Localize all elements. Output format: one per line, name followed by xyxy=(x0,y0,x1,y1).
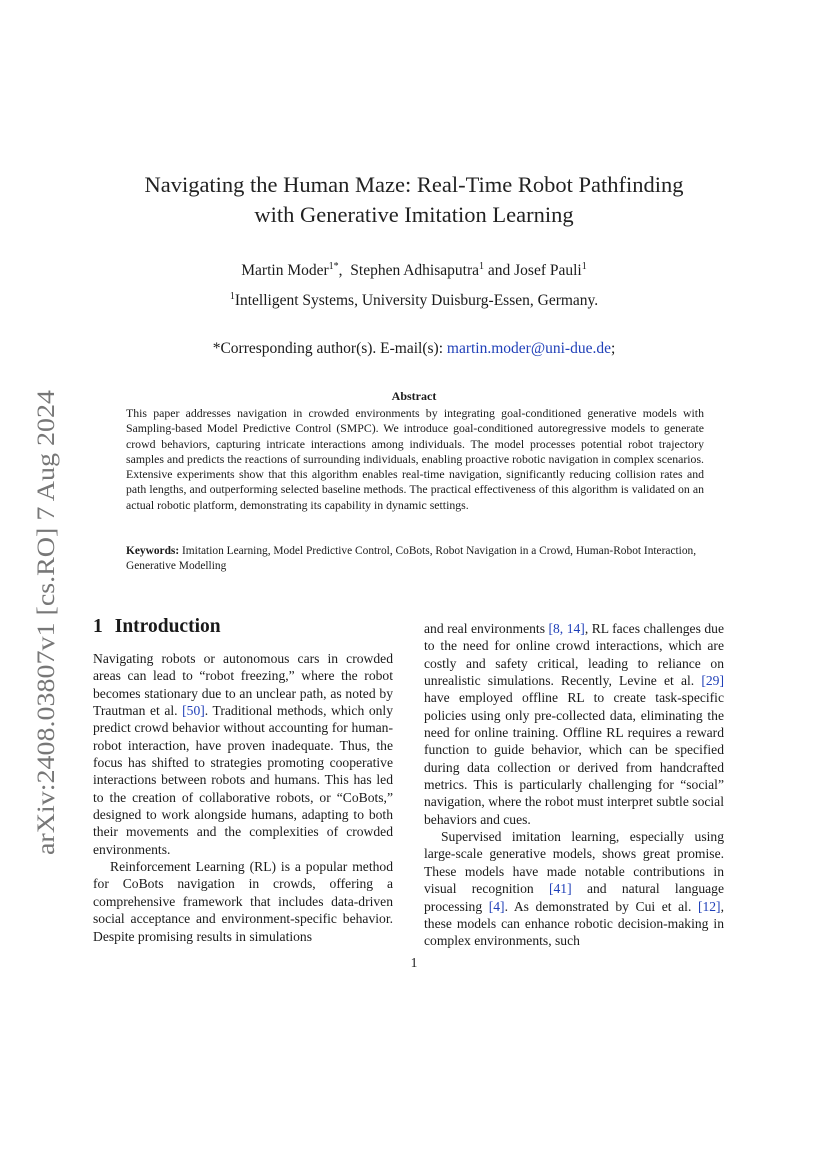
citation-link[interactable]: [29] xyxy=(701,673,724,689)
citation-link[interactable]: [41] xyxy=(548,881,572,897)
affiliation xyxy=(80,286,748,312)
section-number: 1 xyxy=(93,616,103,637)
affiliation-mark: 1* xyxy=(328,261,339,272)
text-run: . As demonstrated by Cui et al. xyxy=(504,898,698,914)
arxiv-id-text: arXiv:2408.03807v1 [cs.RO] 7 Aug 2024 xyxy=(33,439,60,855)
paper-title xyxy=(80,170,748,230)
text-run: , these models can enhance robotic decision-making in complex environments, such xyxy=(424,898,724,949)
text-run: and real environments xyxy=(424,621,549,636)
paragraph: Reinforcement Learning (RL) is a popular method for CoBots navigation in crowds, offering a comprehensive framework that includes data-driven social acceptance and environment-specific behavior. Despite promising results in simulations xyxy=(93,859,393,944)
correspondence-prefix: *Corresponding author(s). E-mail(s): xyxy=(212,340,447,357)
correspondence-line xyxy=(80,338,748,360)
arxiv-stamp-svg xyxy=(20,385,64,855)
author-name: Martin Moder xyxy=(241,262,329,279)
keywords-label: Keywords: xyxy=(126,545,180,557)
page-number: 1 xyxy=(410,955,418,970)
text-run: Navigating robots or autonomous cars in crowded areas can lead to “robot freezing,” where the robot becomes stationary due to an unclear path, as noted by Trautman et al. xyxy=(93,651,393,719)
title-line-2: with Generative Imitation Learning xyxy=(254,202,574,227)
affiliation-mark: 1 xyxy=(479,261,484,272)
email-link[interactable]: martin.moder@uni-due.de xyxy=(446,340,611,357)
paragraph xyxy=(93,650,393,858)
text-run: , RL faces challenges due to the need for online crowd interactions, which are costly and safety critical, leading to reliance on unrealistic simulations. Recently, Levine et al. xyxy=(424,621,724,689)
text-run: and natural language processing xyxy=(424,881,724,914)
paragraph xyxy=(424,620,724,828)
text-run: Supervised imitation learning, especially using large-scale generative models, shows great promise. These models have made notable contributions in visual recognition xyxy=(424,829,724,897)
abstract-heading: Abstract xyxy=(391,389,437,403)
citation-link[interactable]: [50] xyxy=(182,703,205,719)
paragraph xyxy=(424,828,724,949)
left-column xyxy=(93,650,393,945)
keywords-text: Imitation Learning, Model Predictive Control, CoBots, Robot Navigation in a Crowd, Human-Robot Interaction, Generative Modelling xyxy=(126,545,697,573)
citation-link[interactable]: [12] xyxy=(697,898,721,914)
section-title: Introduction xyxy=(114,616,221,637)
text-run: . Traditional methods, which only predict crowd behavior without accounting for human-robot interaction, have proven inadequate. Thus, the focus has shifted to strategies promoting cooperative interactions between robots and humans. This has led to the creation of collaborative robots, or “CoBots,” designed to work alongside humans, adapting to both their movements and the complexities of crowded environments. xyxy=(93,703,394,857)
abstract-text: This paper addresses navigation in crowded environments by integrating goal-conditioned generative models with Sampling-based Model Predictive Control (SMPC). We introduce goal-conditioned autoregressive models to generate crowd behaviors, capturing intricate interactions among individuals. The model processes potential robot trajectory samples and predicts the reactions of surrounding individuals, enabling proactive robotic navigation in complex scenarios. Extensive experiments show that this algorithm enables real-time navigation, significantly reducing collision rates and path lengths, and outperforming selected baseline methods. The practical effectiveness of this algorithm is validated on an actual robotic platform, demonstrating its capability in dynamic settings. xyxy=(126,406,704,512)
section-heading-introduction xyxy=(93,614,221,640)
keywords xyxy=(126,544,704,575)
citation-link[interactable]: [8, 14] xyxy=(548,621,585,636)
affiliation-mark: 1 xyxy=(229,291,235,302)
author-list: Martin Moder$^{1*}$, Stephen Adhisaputra$^1$ and Josef Pauli$^1$ xyxy=(241,261,587,279)
author-joiner: and xyxy=(487,262,511,279)
right-column xyxy=(424,620,724,950)
title-line-1: Navigating the Human Maze: Real-Time Robot Pathfinding xyxy=(144,172,684,197)
affiliation-text: Intelligent Systems, University Duisburg-Essen, Germany. xyxy=(234,292,599,309)
text-run: have employed offline RL to create task-specific policies using only pre-collected data, eliminating the need for online training. Offline RL requires a reward function to guide behavior, which can be specified during data collection or derived from handcrafted metrics. This is particularly challenging for “social” navigation, where the robot must interpret subtle social behaviors and cues. xyxy=(424,690,724,827)
arxiv-identifier-stamp xyxy=(20,385,64,855)
citation-link[interactable]: [4] xyxy=(488,898,505,914)
author-name: Stephen Adhisaputra xyxy=(350,262,479,279)
correspondence-suffix: ; xyxy=(610,340,616,357)
affiliation-mark: 1 xyxy=(581,261,587,272)
author-name: Josef Pauli xyxy=(514,262,582,279)
